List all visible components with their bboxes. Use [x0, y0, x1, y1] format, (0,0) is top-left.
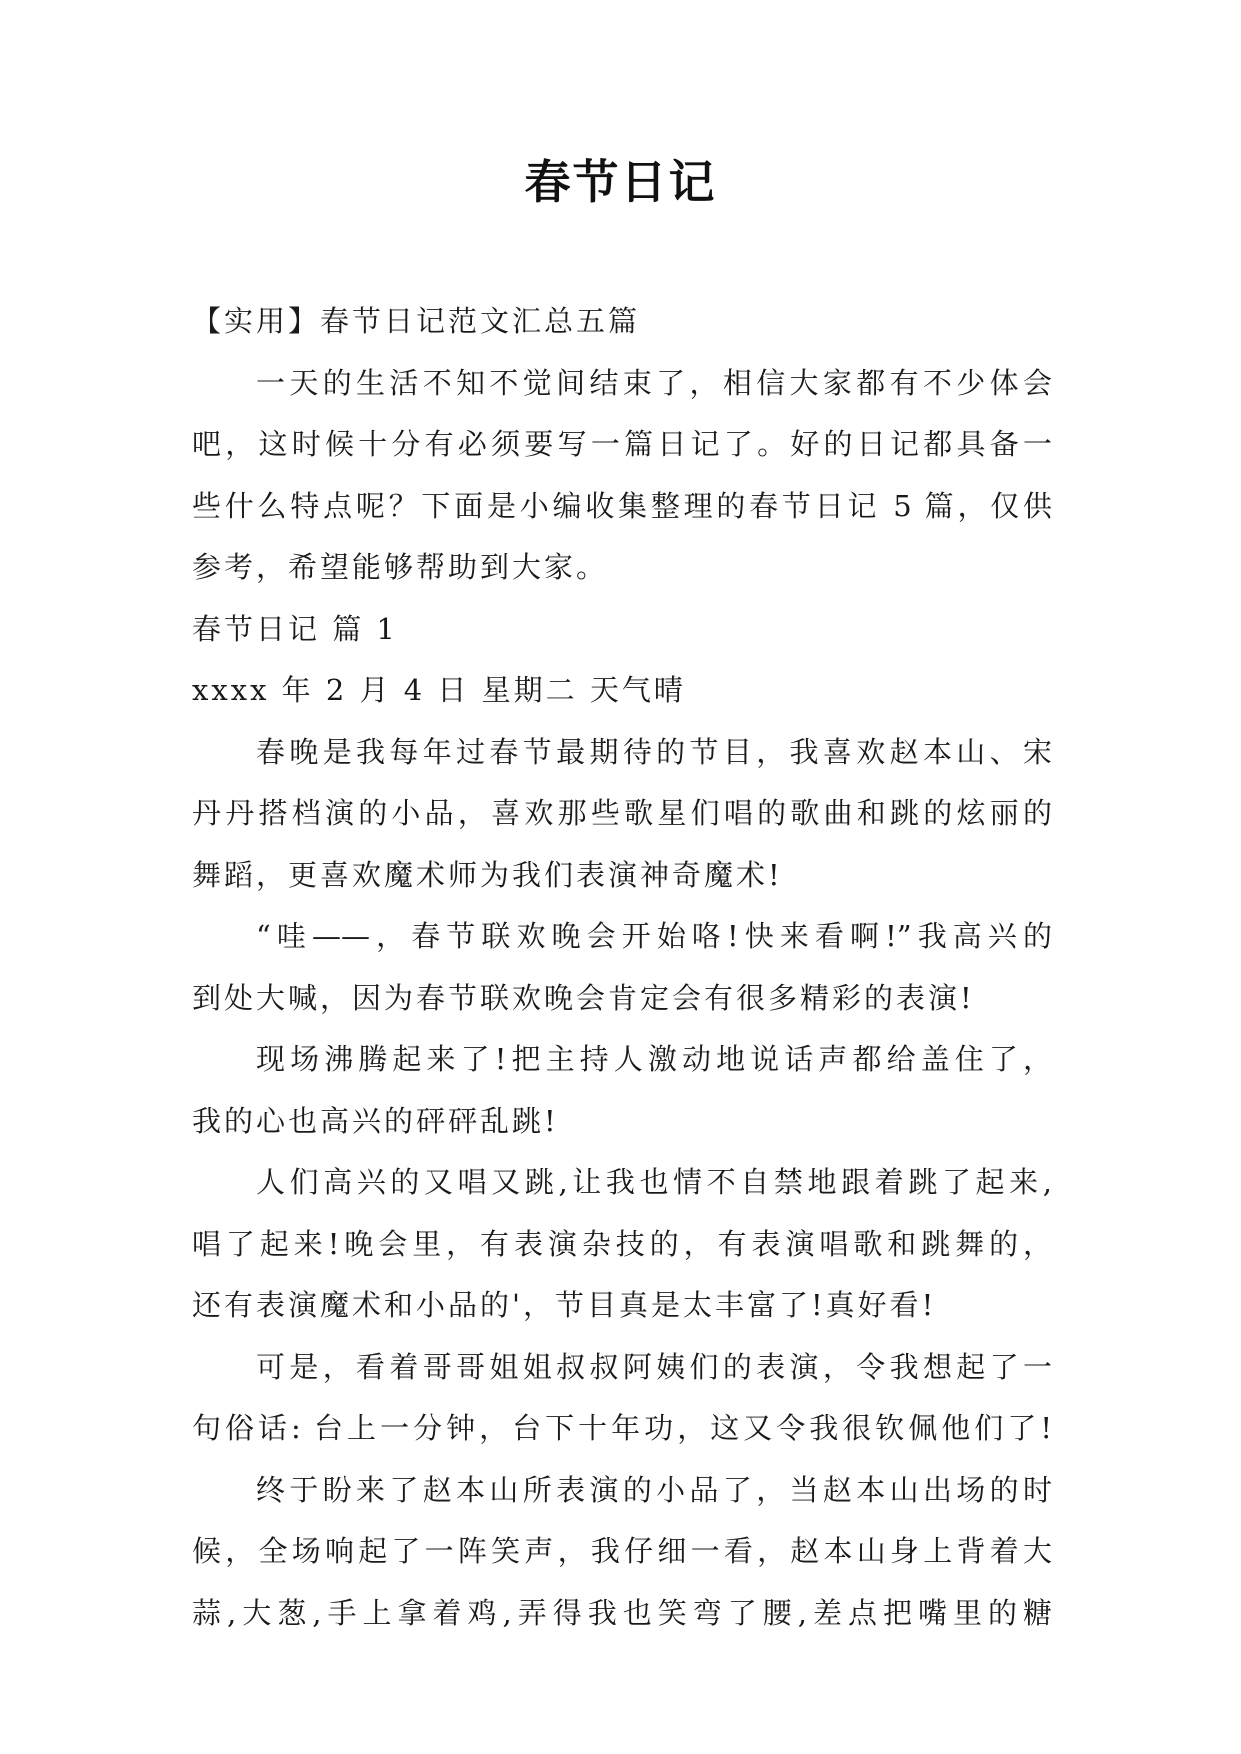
- paragraph-line: 句俗话: 台上一分钟，台下十年功，这又令我很钦佩他们了!: [192, 1411, 1052, 1445]
- paragraph-line: 我的心也高兴的砰砰乱跳!: [192, 1103, 559, 1138]
- paragraph-line: 些什么特点呢？下面是小编收集整理的春节日记 5 篇，仅供: [192, 488, 1052, 523]
- document-title: 春节日记: [524, 155, 717, 209]
- paragraph-line: 春晚是我每年过春节最期待的节目，我喜欢赵本山、宋: [256, 734, 1052, 769]
- date-weather-line: xxxx 年 2 月 4 日 星期二 天气晴: [192, 673, 686, 707]
- paragraph-line: “哇——，春节联欢晚会开始咯!快来看啊!”我高兴的: [256, 919, 1052, 953]
- document-body: [192, 291, 1052, 1644]
- paragraph-line: 还有表演魔术和小品的'，节目真是太丰富了!真好看!: [192, 1288, 937, 1322]
- paragraph-line: 候，全场响起了一阵笑声，我仔细一看，赵本山身上背着大: [192, 1534, 1052, 1568]
- paragraph-line: 终于盼来了赵本山所表演的小品了，当赵本山出场的时: [256, 1472, 1052, 1507]
- paragraph-line: 吧，这时候十分有必须要写一篇日记了。好的日记都具备一: [192, 427, 1052, 461]
- article-heading-line: 【实用】春节日记范文汇总五篇: [192, 304, 641, 338]
- paragraph-line: 可是，看着哥哥姐姐叔叔阿姨们的表演，令我想起了一: [256, 1349, 1052, 1384]
- paragraph-line: 丹丹搭档演的小品，喜欢那些歌星们唱的歌曲和跳的炫丽的: [192, 796, 1052, 830]
- paragraph-line: 现场沸腾起来了!把主持人激动地说话声都给盖住了，: [256, 1042, 1052, 1076]
- paragraph-line: 蒜,大葱,手上拿着鸡,弄得我也笑弯了腰,差点把嘴里的糖: [192, 1595, 1052, 1630]
- paragraph-line: 人们高兴的又唱又跳,让我也情不自禁地跟着跳了起来,: [256, 1165, 1052, 1199]
- paragraph-line: 一天的生活不知不觉间结束了，相信大家都有不少体会: [256, 365, 1052, 400]
- paragraph-line: 参考，希望能够帮助到大家。: [192, 550, 609, 584]
- section-heading-line: 春节日记 篇 1: [192, 611, 398, 646]
- paragraph-line: 到处大喊，因为春节联欢晚会肯定会有很多精彩的表演!: [192, 980, 975, 1015]
- paragraph-line: 唱了起来!晚会里，有表演杂技的，有表演唱歌和跳舞的，: [192, 1226, 1052, 1261]
- paragraph-line: 舞蹈，更喜欢魔术师为我们表演神奇魔术!: [192, 857, 783, 892]
